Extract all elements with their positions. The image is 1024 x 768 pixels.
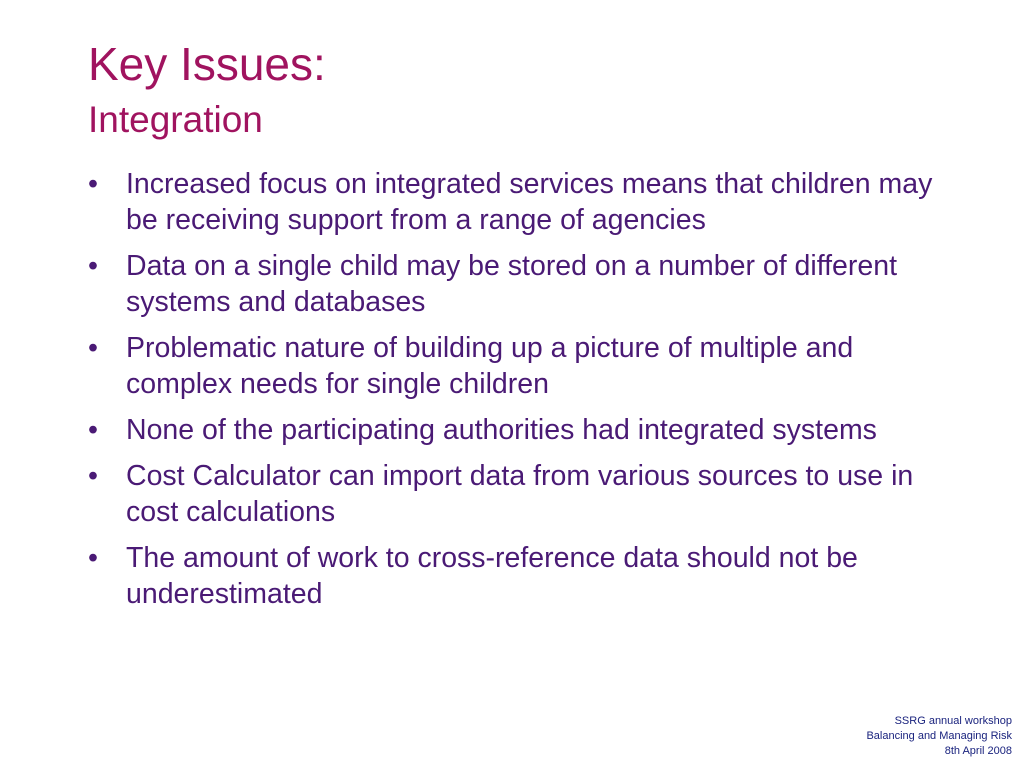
slide-subtitle: Integration <box>88 99 263 140</box>
bullet-text: Data on a single child may be stored on a number of different systems and databases <box>126 250 898 318</box>
bullet-glyph: • <box>88 542 98 574</box>
bullet-item <box>88 540 948 612</box>
bullet-glyph: • <box>88 460 98 492</box>
bullet-list <box>88 166 948 622</box>
bullet-glyph: • <box>88 414 98 446</box>
bullet-glyph: • <box>88 332 98 364</box>
footer-event: SSRG annual workshop <box>894 715 1012 727</box>
footer-date: 8th April 2008 <box>944 745 1012 757</box>
bullet-item <box>88 248 948 320</box>
bullet-text: None of the participating authorities had integrated systems <box>126 414 877 446</box>
bullet-item <box>88 166 948 238</box>
slide-footer <box>866 714 1012 759</box>
bullet-glyph: • <box>88 250 98 282</box>
bullet-text: Problematic nature of building up a picture of multiple and complex needs for single children <box>126 332 854 400</box>
bullet-item <box>88 412 948 448</box>
bullet-glyph: • <box>88 168 98 200</box>
slide-title: Key Issues: <box>88 38 326 90</box>
bullet-text: Increased focus on integrated services means that children may be receiving support from a range of agencies <box>126 168 933 236</box>
bullet-text: The amount of work to cross-reference data should not be underestimated <box>126 542 858 610</box>
footer-theme: Balancing and Managing Risk <box>866 730 1012 742</box>
bullet-text: Cost Calculator can import data from various sources to use in cost calculations <box>126 460 914 528</box>
bullet-item <box>88 330 948 402</box>
bullet-item <box>88 458 948 530</box>
